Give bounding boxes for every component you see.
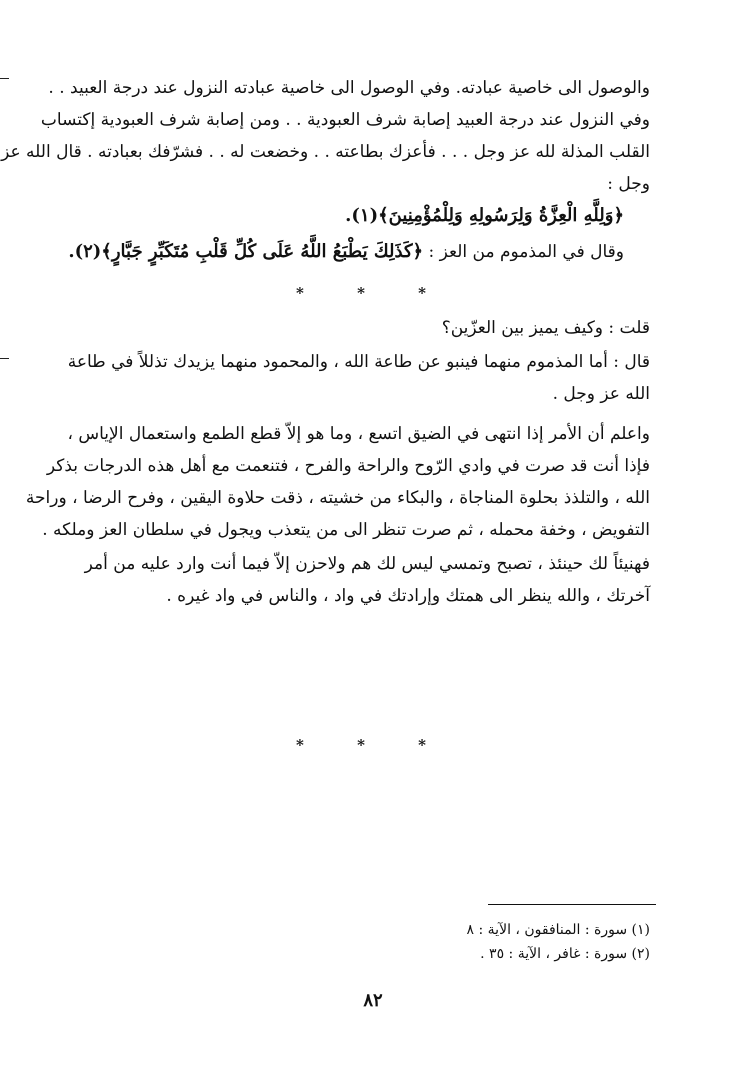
page-number: ٨٢ xyxy=(363,990,383,1011)
text-line: واعلم أن الأمر إذا انتهى في الضيق اتسع ، وما هو إلاّ قطع الطمع واستعمال الإياس ، xyxy=(67,424,650,444)
section-separator: * * * xyxy=(296,284,450,302)
text-line: الله ، والتلذذ بحلوة المناجاة ، والبكاء من خشيته ، ذقت حلاوة اليقين ، وفرح الرضا ، وراحة xyxy=(25,488,650,508)
quran-verse: ﴿كَذَلِكَ يَطْبَعُ اللَّهُ عَلَى كُلِّ قَلْبِ مُتَكَبِّرٍ جَبَّارٍ﴾(٢). xyxy=(68,241,424,262)
text-line: وفي النزول عند درجة العبيد إصابة شرف العبودية . . ومن إصابة شرف العبودية إكتساب xyxy=(40,110,650,130)
margin-mark xyxy=(0,78,9,79)
text-line: قال : أما المذموم منهما فينبو عن طاعة الله ، والمحمود منهما يزيدك تذللاً في طاعة xyxy=(67,352,650,372)
footnote: (٢) سورة : غافر ، الآية : ٣٥ . xyxy=(480,946,650,962)
footnote-divider xyxy=(488,904,656,905)
text-line: آخرتك ، والله ينظر الى همتك وإرادتك في واد ، والناس في واد غيره . xyxy=(166,586,650,606)
margin-mark xyxy=(0,358,9,359)
text-line: فهنيئاً لك حينئذ ، تصبح وتمسي ليس لك هم ولاحزن إلاّ فيما أنت وارد عليه من أمر xyxy=(84,554,650,574)
text-line: والوصول الى خاصية عبادته. وفي الوصول الى خاصية عبادته النزول عند درجة العبيد . . xyxy=(48,78,650,98)
text-line: القلب المذلة لله عز وجل . . . فأعزك بطاعته . . وخضعت له . . فشرّفك بعبادته . قال الله عز xyxy=(1,142,650,162)
verse-intro: وقال في المذموم من العز : xyxy=(428,242,624,262)
text-line: قلت : وكيف يميز بين العزّين؟ xyxy=(441,318,650,338)
quran-verse: ﴿وَلِلَّهِ الْعِزَّةُ وَلِرَسُولِهِ وَلِلْمُؤْمِنِينَ﴾(١). xyxy=(345,205,624,226)
section-separator: * * * xyxy=(296,736,450,754)
text-line: فإذا أنت قد صرت في وادي الرّوح والراحة والفرح ، فتنعمت مع أهل هذه الدرجات بذكر xyxy=(46,456,650,476)
text-line: التفويض ، وخفة محمله ، ثم صرت تنظر الى من يتعذب ويجول في سلطان العز وملكه . xyxy=(42,520,650,540)
footnote: (١) سورة : المنافقون ، الآية : ٨ xyxy=(466,922,650,938)
text-line: الله عز وجل . xyxy=(552,384,650,404)
text-line xyxy=(68,236,624,268)
text-line: وجل : xyxy=(607,174,650,194)
